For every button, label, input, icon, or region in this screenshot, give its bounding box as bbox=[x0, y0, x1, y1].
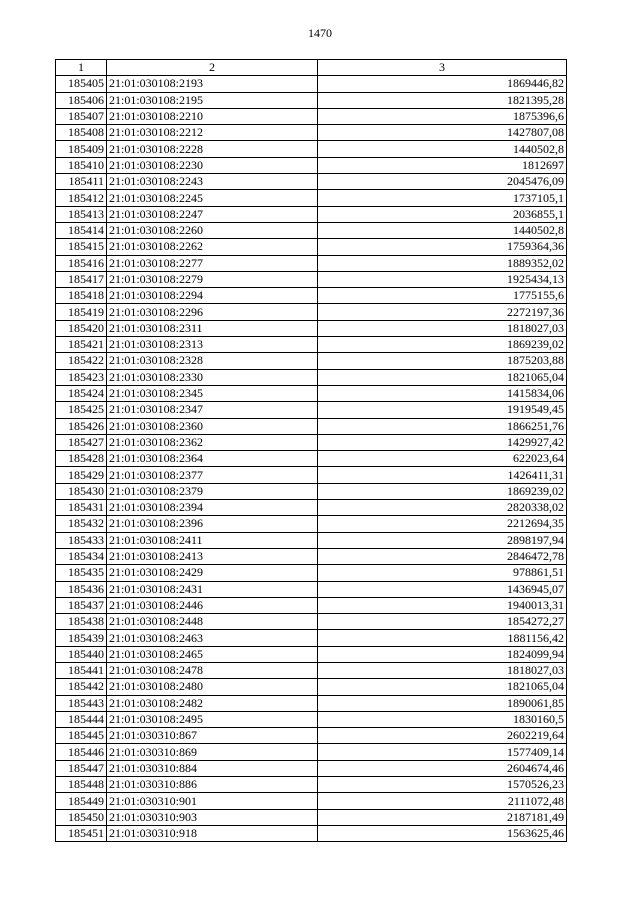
cadastral-number-cell: 21:01:030108:2482 bbox=[107, 695, 318, 711]
table-row bbox=[56, 239, 567, 255]
cadastral-number-cell: 21:01:030108:2411 bbox=[107, 532, 318, 548]
table-row bbox=[56, 206, 567, 222]
table-row bbox=[56, 711, 567, 727]
cadastral-number-cell: 21:01:030108:2465 bbox=[107, 646, 318, 662]
table-row bbox=[56, 434, 567, 450]
cadastral-number-cell: 21:01:030108:2362 bbox=[107, 434, 318, 450]
value-cell: 2820338,02 bbox=[318, 500, 567, 516]
cadastral-number-cell: 21:01:030108:2364 bbox=[107, 451, 318, 467]
table-row bbox=[56, 825, 567, 841]
row-number-cell: 185446 bbox=[56, 744, 107, 760]
table-row bbox=[56, 679, 567, 695]
row-number-cell: 185406 bbox=[56, 92, 107, 108]
row-number-cell: 185407 bbox=[56, 108, 107, 124]
table-row bbox=[56, 157, 567, 173]
value-cell: 1830160,5 bbox=[318, 711, 567, 727]
table-row bbox=[56, 369, 567, 385]
row-number-cell: 185440 bbox=[56, 646, 107, 662]
table-row bbox=[56, 548, 567, 564]
value-cell: 2846472,78 bbox=[318, 548, 567, 564]
row-number-cell: 185420 bbox=[56, 320, 107, 336]
row-number-cell: 185444 bbox=[56, 711, 107, 727]
cadastral-number-cell: 21:01:030108:2193 bbox=[107, 76, 318, 92]
value-cell: 2045476,09 bbox=[318, 174, 567, 190]
table-row bbox=[56, 402, 567, 418]
value-cell: 1821395,28 bbox=[318, 92, 567, 108]
table-row bbox=[56, 744, 567, 760]
row-number-cell: 185447 bbox=[56, 760, 107, 776]
cadastral-number-cell: 21:01:030108:2377 bbox=[107, 467, 318, 483]
cadastral-number-cell: 21:01:030108:2463 bbox=[107, 630, 318, 646]
value-cell: 1427807,08 bbox=[318, 125, 567, 141]
row-number-cell: 185445 bbox=[56, 728, 107, 744]
row-number-cell: 185428 bbox=[56, 451, 107, 467]
value-cell: 1866251,76 bbox=[318, 418, 567, 434]
table-row bbox=[56, 288, 567, 304]
cadastral-number-cell: 21:01:030108:2247 bbox=[107, 206, 318, 222]
cadastral-number-cell: 21:01:030108:2446 bbox=[107, 597, 318, 613]
cadastral-number-cell: 21:01:030108:2311 bbox=[107, 320, 318, 336]
cadastral-number-cell: 21:01:030310:867 bbox=[107, 728, 318, 744]
cadastral-number-cell: 21:01:030108:2394 bbox=[107, 500, 318, 516]
table-row bbox=[56, 630, 567, 646]
row-number-cell: 185441 bbox=[56, 662, 107, 678]
registry-table bbox=[55, 59, 567, 842]
cadastral-number-cell: 21:01:030310:901 bbox=[107, 793, 318, 809]
value-cell: 1940013,31 bbox=[318, 597, 567, 613]
cadastral-number-cell: 21:01:030108:2360 bbox=[107, 418, 318, 434]
value-cell: 978861,51 bbox=[318, 565, 567, 581]
row-number-cell: 185414 bbox=[56, 222, 107, 238]
cadastral-number-cell: 21:01:030108:2330 bbox=[107, 369, 318, 385]
cadastral-number-cell: 21:01:030108:2448 bbox=[107, 614, 318, 630]
column-header-1: 1 bbox=[56, 60, 107, 76]
cadastral-number-cell: 21:01:030310:886 bbox=[107, 777, 318, 793]
value-cell: 1426411,31 bbox=[318, 467, 567, 483]
table-row bbox=[56, 271, 567, 287]
value-cell: 1824099,94 bbox=[318, 646, 567, 662]
column-header-2: 2 bbox=[107, 60, 318, 76]
table-row bbox=[56, 174, 567, 190]
table-row bbox=[56, 500, 567, 516]
value-cell: 1440502,8 bbox=[318, 141, 567, 157]
row-number-cell: 185442 bbox=[56, 679, 107, 695]
cadastral-number-cell: 21:01:030108:2495 bbox=[107, 711, 318, 727]
table-row bbox=[56, 614, 567, 630]
row-number-cell: 185439 bbox=[56, 630, 107, 646]
row-number-cell: 185416 bbox=[56, 255, 107, 271]
table-row bbox=[56, 646, 567, 662]
value-cell: 2111072,48 bbox=[318, 793, 567, 809]
value-cell: 2602219,64 bbox=[318, 728, 567, 744]
row-number-cell: 185450 bbox=[56, 809, 107, 825]
table-row bbox=[56, 108, 567, 124]
table-row bbox=[56, 809, 567, 825]
row-number-cell: 185443 bbox=[56, 695, 107, 711]
table-row bbox=[56, 255, 567, 271]
row-number-cell: 185423 bbox=[56, 369, 107, 385]
row-number-cell: 185411 bbox=[56, 174, 107, 190]
value-cell: 1737105,1 bbox=[318, 190, 567, 206]
value-cell: 1440502,8 bbox=[318, 222, 567, 238]
table-row bbox=[56, 565, 567, 581]
row-number-cell: 185433 bbox=[56, 532, 107, 548]
row-number-cell: 185438 bbox=[56, 614, 107, 630]
row-number-cell: 185410 bbox=[56, 157, 107, 173]
cadastral-number-cell: 21:01:030108:2294 bbox=[107, 288, 318, 304]
value-cell: 2272197,36 bbox=[318, 304, 567, 320]
table-row bbox=[56, 581, 567, 597]
table-row bbox=[56, 76, 567, 92]
cadastral-number-cell: 21:01:030108:2279 bbox=[107, 271, 318, 287]
row-number-cell: 185451 bbox=[56, 825, 107, 841]
value-cell: 1869446,82 bbox=[318, 76, 567, 92]
value-cell: 1429927,42 bbox=[318, 434, 567, 450]
value-cell: 1890061,85 bbox=[318, 695, 567, 711]
cadastral-number-cell: 21:01:030108:2210 bbox=[107, 108, 318, 124]
row-number-cell: 185435 bbox=[56, 565, 107, 581]
table-row bbox=[56, 385, 567, 401]
table-row bbox=[56, 353, 567, 369]
page-number: 1470 bbox=[308, 26, 332, 40]
row-number-cell: 185449 bbox=[56, 793, 107, 809]
cadastral-number-cell: 21:01:030108:2328 bbox=[107, 353, 318, 369]
row-number-cell: 185417 bbox=[56, 271, 107, 287]
cadastral-number-cell: 21:01:030310:918 bbox=[107, 825, 318, 841]
table-row bbox=[56, 483, 567, 499]
value-cell: 1854272,27 bbox=[318, 614, 567, 630]
table-row bbox=[56, 304, 567, 320]
value-cell: 2604674,46 bbox=[318, 760, 567, 776]
value-cell: 1759364,36 bbox=[318, 239, 567, 255]
value-cell: 1869239,02 bbox=[318, 483, 567, 499]
value-cell: 622023,64 bbox=[318, 451, 567, 467]
value-cell: 1869239,02 bbox=[318, 337, 567, 353]
row-number-cell: 185421 bbox=[56, 337, 107, 353]
table-row bbox=[56, 760, 567, 776]
cadastral-number-cell: 21:01:030108:2480 bbox=[107, 679, 318, 695]
value-cell: 1925434,13 bbox=[318, 271, 567, 287]
cadastral-number-cell: 21:01:030108:2262 bbox=[107, 239, 318, 255]
row-number-cell: 185432 bbox=[56, 516, 107, 532]
cadastral-number-cell: 21:01:030108:2296 bbox=[107, 304, 318, 320]
cadastral-number-cell: 21:01:030108:2243 bbox=[107, 174, 318, 190]
row-number-cell: 185409 bbox=[56, 141, 107, 157]
cadastral-number-cell: 21:01:030108:2277 bbox=[107, 255, 318, 271]
cadastral-number-cell: 21:01:030108:2379 bbox=[107, 483, 318, 499]
cadastral-number-cell: 21:01:030108:2195 bbox=[107, 92, 318, 108]
table-row bbox=[56, 467, 567, 483]
row-number-cell: 185418 bbox=[56, 288, 107, 304]
cadastral-number-cell: 21:01:030310:903 bbox=[107, 809, 318, 825]
table-row bbox=[56, 92, 567, 108]
cadastral-number-cell: 21:01:030108:2478 bbox=[107, 662, 318, 678]
table-row bbox=[56, 516, 567, 532]
table-row bbox=[56, 695, 567, 711]
value-cell: 1821065,04 bbox=[318, 369, 567, 385]
row-number-cell: 185412 bbox=[56, 190, 107, 206]
row-number-cell: 185405 bbox=[56, 76, 107, 92]
value-cell: 1919549,45 bbox=[318, 402, 567, 418]
table-row bbox=[56, 320, 567, 336]
table-row bbox=[56, 793, 567, 809]
table-body bbox=[56, 76, 567, 842]
row-number-cell: 185408 bbox=[56, 125, 107, 141]
row-number-cell: 185413 bbox=[56, 206, 107, 222]
cadastral-number-cell: 21:01:030108:2396 bbox=[107, 516, 318, 532]
table-header-row bbox=[56, 60, 567, 76]
value-cell: 1577409,14 bbox=[318, 744, 567, 760]
row-number-cell: 185424 bbox=[56, 385, 107, 401]
value-cell: 2187181,49 bbox=[318, 809, 567, 825]
value-cell: 2036855,1 bbox=[318, 206, 567, 222]
table-row bbox=[56, 662, 567, 678]
value-cell: 1818027,03 bbox=[318, 662, 567, 678]
table-row bbox=[56, 190, 567, 206]
row-number-cell: 185436 bbox=[56, 581, 107, 597]
value-cell: 1570526,23 bbox=[318, 777, 567, 793]
cadastral-number-cell: 21:01:030108:2413 bbox=[107, 548, 318, 564]
value-cell: 1881156,42 bbox=[318, 630, 567, 646]
value-cell: 1812697 bbox=[318, 157, 567, 173]
cadastral-number-cell: 21:01:030108:2228 bbox=[107, 141, 318, 157]
table-row bbox=[56, 451, 567, 467]
row-number-cell: 185419 bbox=[56, 304, 107, 320]
cadastral-number-cell: 21:01:030108:2212 bbox=[107, 125, 318, 141]
table-row bbox=[56, 532, 567, 548]
cadastral-number-cell: 21:01:030108:2429 bbox=[107, 565, 318, 581]
row-number-cell: 185431 bbox=[56, 500, 107, 516]
cadastral-number-cell: 21:01:030108:2347 bbox=[107, 402, 318, 418]
value-cell: 1775155,6 bbox=[318, 288, 567, 304]
row-number-cell: 185429 bbox=[56, 467, 107, 483]
cadastral-number-cell: 21:01:030310:869 bbox=[107, 744, 318, 760]
table-row bbox=[56, 222, 567, 238]
table-row bbox=[56, 597, 567, 613]
value-cell: 1436945,07 bbox=[318, 581, 567, 597]
table-row bbox=[56, 418, 567, 434]
row-number-cell: 185422 bbox=[56, 353, 107, 369]
row-number-cell: 185448 bbox=[56, 777, 107, 793]
cadastral-number-cell: 21:01:030108:2245 bbox=[107, 190, 318, 206]
value-cell: 1818027,03 bbox=[318, 320, 567, 336]
value-cell: 2898197,94 bbox=[318, 532, 567, 548]
cadastral-number-cell: 21:01:030108:2345 bbox=[107, 385, 318, 401]
column-header-3: 3 bbox=[318, 60, 567, 76]
row-number-cell: 185427 bbox=[56, 434, 107, 450]
table-row bbox=[56, 777, 567, 793]
cadastral-number-cell: 21:01:030108:2260 bbox=[107, 222, 318, 238]
row-number-cell: 185430 bbox=[56, 483, 107, 499]
row-number-cell: 185415 bbox=[56, 239, 107, 255]
table-row bbox=[56, 125, 567, 141]
row-number-cell: 185434 bbox=[56, 548, 107, 564]
cadastral-number-cell: 21:01:030108:2313 bbox=[107, 337, 318, 353]
cadastral-number-cell: 21:01:030310:884 bbox=[107, 760, 318, 776]
table-row bbox=[56, 728, 567, 744]
table-row bbox=[56, 141, 567, 157]
value-cell: 1875203,88 bbox=[318, 353, 567, 369]
row-number-cell: 185425 bbox=[56, 402, 107, 418]
row-number-cell: 185426 bbox=[56, 418, 107, 434]
value-cell: 1821065,04 bbox=[318, 679, 567, 695]
value-cell: 1875396,6 bbox=[318, 108, 567, 124]
value-cell: 2212694,35 bbox=[318, 516, 567, 532]
cadastral-number-cell: 21:01:030108:2230 bbox=[107, 157, 318, 173]
row-number-cell: 185437 bbox=[56, 597, 107, 613]
value-cell: 1563625,46 bbox=[318, 825, 567, 841]
table-row bbox=[56, 337, 567, 353]
cadastral-number-cell: 21:01:030108:2431 bbox=[107, 581, 318, 597]
value-cell: 1415834,06 bbox=[318, 385, 567, 401]
value-cell: 1889352,02 bbox=[318, 255, 567, 271]
